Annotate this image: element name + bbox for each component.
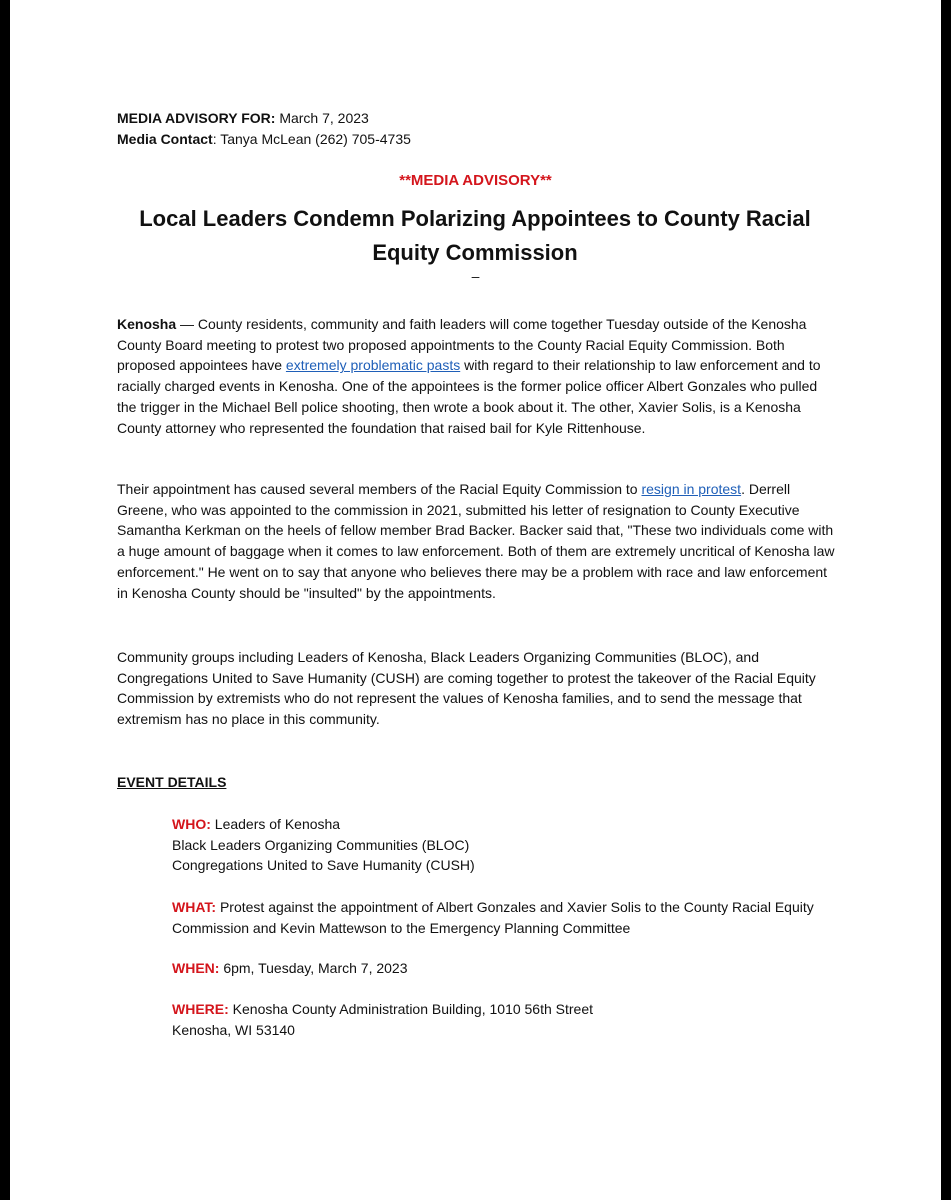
- advisory-date-value: March 7, 2023: [279, 110, 369, 126]
- where-line-2: Kenosha, WI 53140: [172, 1021, 295, 1038]
- intro-text-1: — County residents, community and faith leaders will come together Tuesday outside of the Kenosha County Board meeting to protest two proposed appointments to the County Racial Equity Commission. Both proposed appointees have: [117, 316, 807, 374]
- event-details-heading: EVENT DETAILS: [117, 774, 227, 790]
- dateline: Kenosha: [117, 316, 177, 332]
- resignation-paragraph: [117, 479, 837, 603]
- media-contact-line: [117, 129, 411, 149]
- separator-dash: –: [471, 268, 480, 284]
- who-line-1: Leaders of Kenosha: [210, 816, 341, 832]
- event-where: [172, 999, 852, 1040]
- event-what: [172, 897, 852, 938]
- intro-text-2: with regard to their relationship to law enforcement and to racially charged events in Kenosha. One of the appointees is the former police officer Albert Gonzales who pulled the trigger in the Michael Bell police shooting, then wrote a book about it. The other, Xavier Solis, is a Kenosha County attorney who represented the foundation that raised bail for Kyle Rittenhouse.: [117, 357, 821, 436]
- community-groups-paragraph: Community groups including Leaders of Kenosha, Black Leaders Organizing Communities (BLOC), and Congregations United to Save Humanity (CUSH) are coming together to protest the takeover of the Racial Equity Commission by extremists who do not represent the values of Kenosha families, and to send the message that extremism has no place in this community.: [117, 649, 816, 728]
- media-contact-label: Media Contact: [117, 131, 213, 147]
- document-page: [10, 0, 941, 1200]
- problematic-pasts-link[interactable]: extremely problematic pasts: [285, 357, 461, 374]
- resignation-text-1: Their appointment has caused several members of the Racial Equity Commission to: [117, 481, 642, 497]
- media-contact-value: : Tanya McLean (262) 705-4735: [212, 131, 411, 147]
- what-text: Protest against the appointment of Albert Gonzales and Xavier Solis to the County Racial Equity Commission and Kevin Mattewson to the Emergency Planning Committee: [172, 899, 814, 936]
- headline-line-2: Equity Commission: [372, 240, 578, 265]
- intro-paragraph: [117, 314, 837, 438]
- where-label: WHERE:: [172, 1001, 229, 1017]
- media-advisory-banner: **MEDIA ADVISORY**: [399, 172, 552, 189]
- headline: [90, 202, 860, 270]
- advisory-date-line: [117, 108, 369, 128]
- who-line-2: Black Leaders Organizing Communities (BLOC): [172, 836, 470, 853]
- when-label: WHEN:: [172, 960, 220, 976]
- event-who: [172, 814, 852, 876]
- resign-in-protest-link[interactable]: resign in protest: [641, 481, 742, 497]
- where-line-1: Kenosha County Administration Building, 1010 56th Street: [228, 1001, 594, 1017]
- advisory-date-label: MEDIA ADVISORY FOR:: [117, 110, 276, 126]
- who-line-3: Congregations United to Save Humanity (CUSH): [172, 857, 475, 874]
- who-label: WHO:: [172, 816, 211, 832]
- what-label: WHAT:: [172, 899, 217, 915]
- resignation-text-2: . Derrell Greene, who was appointed to the commission in 2021, submitted his letter of resignation to County Executive Samantha Kerkman on the heels of fellow member Brad Backer. Backer said that, "These two individuals come with a huge amount of baggage when it comes to law enforcement. Both of them are extremely uncritical of Kenosha law enforcement." He went on to say that anyone who believes there may be a problem with race and law enforcement in Kenosha County should be "insulted" by the appointments.: [117, 481, 835, 601]
- headline-line-1: Local Leaders Condemn Polarizing Appointees to County Racial: [139, 206, 811, 231]
- when-text: 6pm, Tuesday, March 7, 2023: [219, 960, 408, 976]
- event-when: [172, 958, 852, 979]
